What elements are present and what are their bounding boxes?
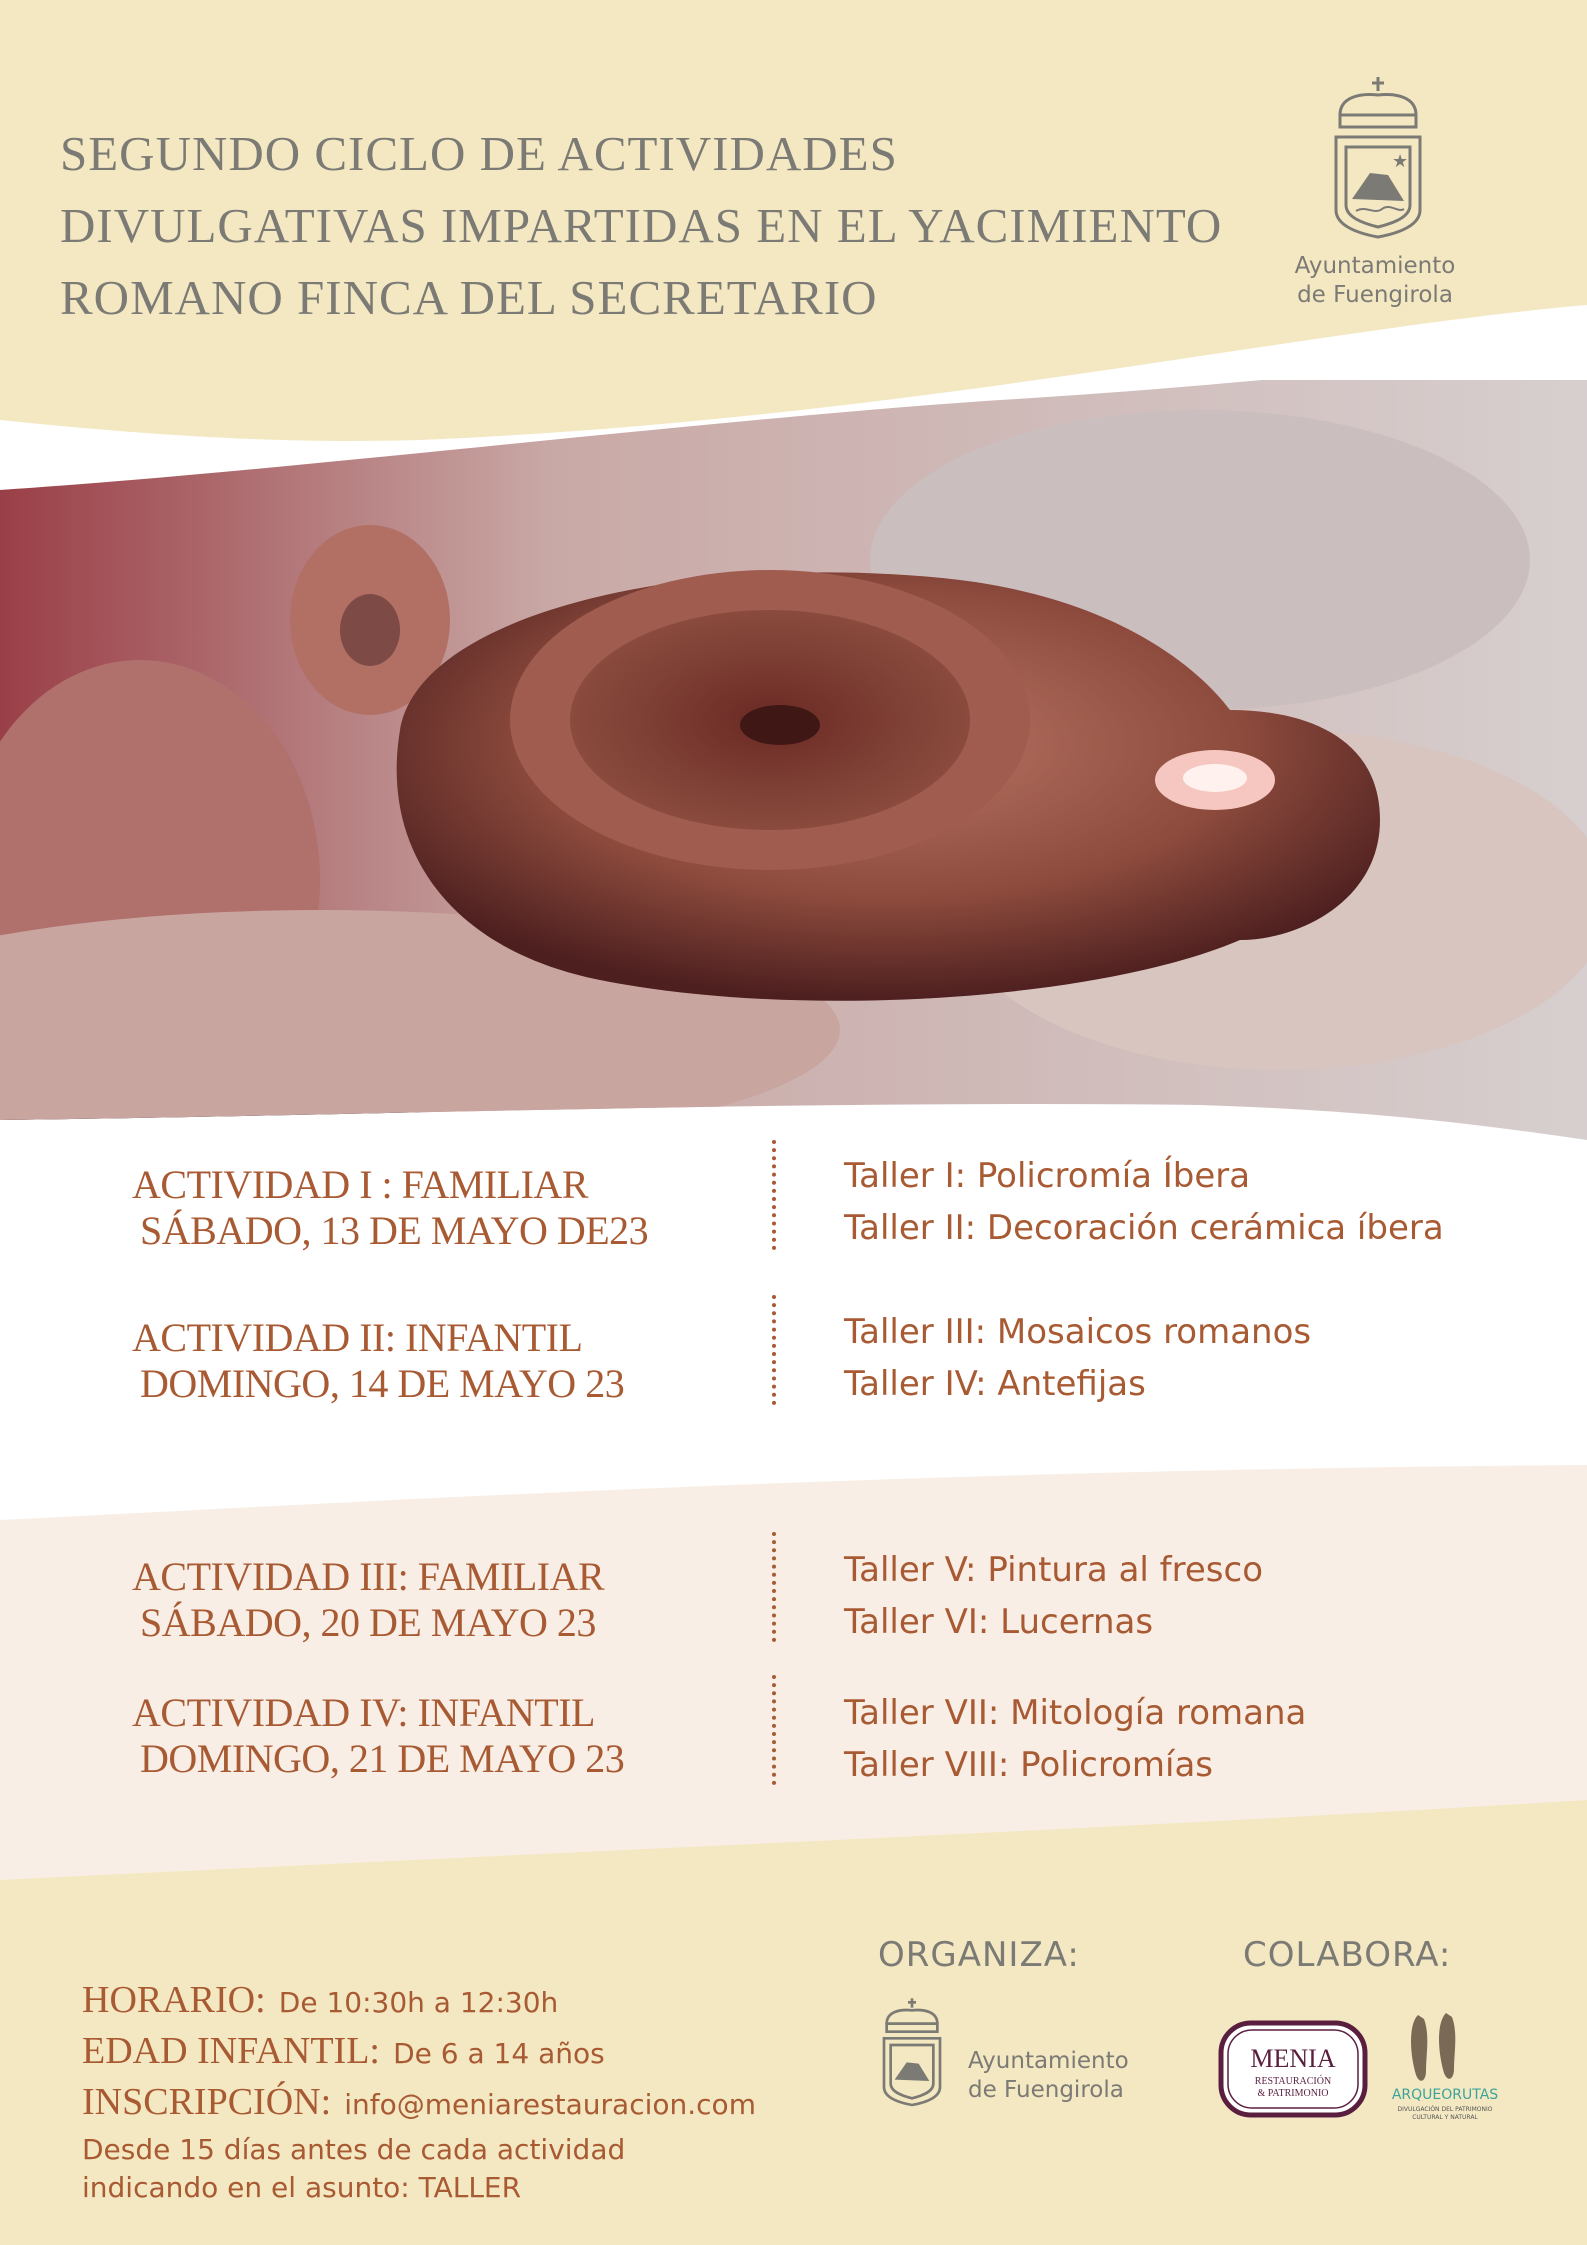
logo-line: Ayuntamiento	[968, 2048, 1129, 2074]
inscripcion-row	[82, 2080, 842, 2131]
title-line: SEGUNDO CICLO DE ACTIVIDADES	[60, 126, 898, 181]
taller-item: Taller II: Decoración cerámica íbera	[844, 1208, 1444, 1248]
arqueo-sub2: CULTURAL Y NATURAL	[1412, 2114, 1478, 2121]
dotted-separator	[772, 1532, 776, 1642]
taller-item: Taller VI: Lucernas	[844, 1602, 1154, 1642]
activity-4-talleres	[844, 1687, 1564, 1791]
taller-item: Taller IV: Antefijas	[844, 1364, 1146, 1404]
activity-date: SÁBADO, 13 DE MAYO DE23	[140, 1208, 649, 1253]
taller-item: Taller VIII: Policromías	[844, 1745, 1214, 1785]
activity-title: ACTIVIDAD IV: INFANTIL	[132, 1690, 595, 1735]
activity-date: DOMINGO, 21 DE MAYO 23	[140, 1736, 625, 1781]
menia-sub2: & PATRIMONIO	[1257, 2088, 1329, 2099]
arqueo-sub1: DIVULGACIÓN DEL PATRIMONIO	[1397, 2106, 1493, 2113]
organiza-logo-text	[968, 2047, 1129, 2105]
dotted-separator	[772, 1675, 776, 1785]
info-block	[82, 1978, 842, 2207]
logo-line: de Fuengirola	[1297, 282, 1453, 308]
svg-text:★: ★	[1392, 151, 1409, 172]
taller-item: Taller III: Mosaicos romanos	[844, 1312, 1312, 1352]
crest-icon	[880, 1993, 944, 2111]
ayuntamiento-logo-text	[1270, 252, 1480, 310]
arqueo-name: ARQUEORUTAS	[1391, 2087, 1499, 2103]
activity-3-talleres	[844, 1544, 1564, 1648]
inscripcion-label: INSCRIPCIÓN:	[82, 2081, 332, 2123]
crest-icon	[1330, 75, 1426, 240]
activity-2-talleres	[844, 1306, 1564, 1410]
horario-value: De 10:30h a 12:30h	[278, 1986, 559, 2019]
menia-logo	[1218, 2020, 1368, 2118]
dotted-separator	[772, 1140, 776, 1250]
logo-line: de Fuengirola	[968, 2077, 1124, 2103]
taller-item: Taller VII: Mitología romana	[844, 1693, 1307, 1733]
menia-name: MENIA	[1250, 2044, 1336, 2073]
arqueorutas-logo	[1380, 2005, 1510, 2125]
activity-2	[132, 1315, 732, 1407]
logo-line: Ayuntamiento	[1294, 253, 1456, 279]
poster-title	[60, 118, 1300, 334]
title-line: ROMANO FINCA DEL SECRETARIO	[60, 270, 878, 325]
activity-title: ACTIVIDAD III: FAMILIAR	[132, 1554, 605, 1599]
edad-label: EDAD INFANTIL:	[82, 2030, 380, 2072]
colabora-label: COLABORA:	[1243, 1935, 1452, 1975]
taller-item: Taller I: Policromía Íbera	[844, 1156, 1251, 1196]
edad-row	[82, 2029, 842, 2080]
horario-label: HORARIO:	[82, 1979, 266, 2021]
taller-item: Taller V: Pintura al fresco	[844, 1550, 1263, 1590]
activity-3	[132, 1554, 732, 1646]
edad-value: De 6 a 14 años	[393, 2037, 605, 2070]
inscripcion-note-line: indicando en el asunto: TALLER	[82, 2171, 522, 2204]
menia-sub1: RESTAURACIÓN	[1254, 2076, 1332, 2087]
activity-1-talleres	[844, 1150, 1564, 1254]
inscripcion-note-line: Desde 15 días antes de cada actividad	[82, 2133, 626, 2166]
title-line: DIVULGATIVAS IMPARTIDAS EN EL YACIMIENTO	[60, 198, 1223, 253]
organiza-label: ORGANIZA:	[878, 1935, 1080, 1975]
roman-oil-lamp-photo	[0, 380, 1587, 1140]
dotted-separator	[772, 1295, 776, 1405]
activity-date: SÁBADO, 20 DE MAYO 23	[140, 1600, 596, 1645]
activity-4	[132, 1690, 732, 1782]
activity-1	[132, 1162, 732, 1254]
activity-title: ACTIVIDAD II: INFANTIL	[132, 1315, 583, 1360]
inscripcion-email: info@meniarestauracion.com	[344, 2088, 756, 2121]
activity-title: ACTIVIDAD I : FAMILIAR	[132, 1162, 588, 1207]
activity-date: DOMINGO, 14 DE MAYO 23	[140, 1361, 625, 1406]
horario-row	[82, 1978, 842, 2029]
